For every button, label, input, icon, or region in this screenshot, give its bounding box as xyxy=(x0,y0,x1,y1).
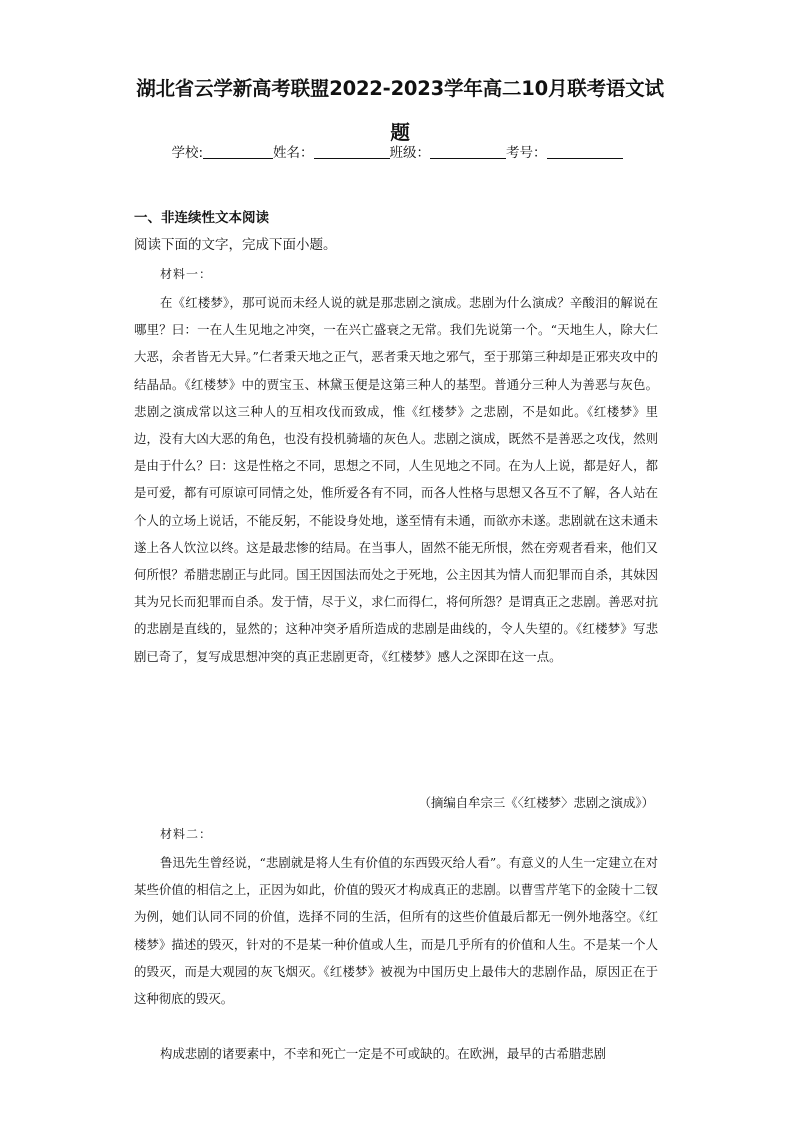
material-1-source: （摘编自牟宗三《〈红楼梦〉悲剧之演成》） xyxy=(418,795,654,810)
document-title: 湖北省云学新高考联盟2022-2023学年高二10月联考语文试题 xyxy=(136,77,664,144)
school-blank[interactable] xyxy=(203,144,273,159)
id-blank[interactable] xyxy=(547,144,623,159)
material-2-paragraph: 鲁迅先生曾经说，“悲剧就是将人生有价值的东西毁灭给人看”。有意义的人生一定建立在对某些价值的相信之上，正因为如此，价值的毁灭才构成真正的悲剧。以曹雪芹笔下的金陵十二钗为例，她们认同不同的价值，选择不同的生活，但所有的这些价值最后都无一例外地落空。《红楼梦》描述的毁灭，针对的不是某一种价值或人生，而是几乎所有的价值和人生。不是某一个人的毁灭，而是大观园的灰飞烟灭。《红楼梦》被视为中国历史上最伟大的悲剧作品，原因正在于这种彻底的毁灭。 xyxy=(134,855,658,1007)
material-1-label: 材料一： xyxy=(160,267,213,281)
id-label: 考号： xyxy=(506,145,547,161)
name-blank[interactable] xyxy=(314,144,390,159)
material-1-paragraph: 在《红楼梦》，那可说而未经人说的就是那悲剧之演成。悲剧为什么演成？辛酸泪的解说在哪里？曰：一在人生见地之冲突，一在兴亡盛衰之无常。我们先说第一个。“天地生人，除大仁大恶，余者皆无大异。”仁者秉天地之正气，恶者秉天地之邪气，至于那第三种却是正邪夹攻中的结晶品。《红楼梦》中的贾宝玉、林黛玉便是这第三种人的基型。普通分三种人为善恶与灰色。悲剧之演成常以这三种人的互相攻伐而致成，惟《红楼梦》之悲剧，不是如此。《红楼梦》里边，没有大凶大恶的角色，也没有投机骑墙的灰色人。悲剧之演成，既然不是善恶之攻伐，然则是由于什么？曰：这是性格之不同，思想之不同，人生见地之不同。在为人上说，都是好人，都是可爱，都有可原谅可同情之处，惟所爱各有不同，而各人性格与思想又各互不了解，各人站在个人的立场上说话，不能反躬，不能设身处地，遂至情有未通，而欲亦未遂。悲剧就在这未通未遂上各人饮泣以终。这是最悲惨的结局。在当事人，固然不能无所恨，然在旁观者看来，他们又何所恨？希腊悲剧正与此同。国王因国法而处之于死地，公主因其为情人而犯罪而自杀，其妹因其为兄长而犯罪而自杀。发于情，尽于义，求仁而得仁，将何所怨？是谓真正之悲剧。善恶对抗的悲剧是直线的，显然的；这种冲突矛盾所造成的悲剧是曲线的，令人失望的。《红楼梦》写悲剧已奇了，复写成思想冲突的真正悲剧更奇，《红楼梦》感人之深即在这一点。 xyxy=(134,295,658,664)
school-label: 学校: xyxy=(171,145,204,161)
material-2-paragraph-2: 构成悲剧的诸要素中，不幸和死亡一定是不可或缺的。在欧洲，最早的古希腊悲剧 xyxy=(160,1046,607,1061)
instruction: 阅读下面的文字，完成下面小题。 xyxy=(134,237,337,253)
student-info-line xyxy=(0,143,794,163)
material-2-label: 材料二： xyxy=(160,827,213,841)
section-title: 一、非连续性文本阅读 xyxy=(134,210,269,226)
name-label: 姓名： xyxy=(273,145,314,161)
class-blank[interactable] xyxy=(430,144,506,159)
class-label: 班级： xyxy=(389,145,431,161)
